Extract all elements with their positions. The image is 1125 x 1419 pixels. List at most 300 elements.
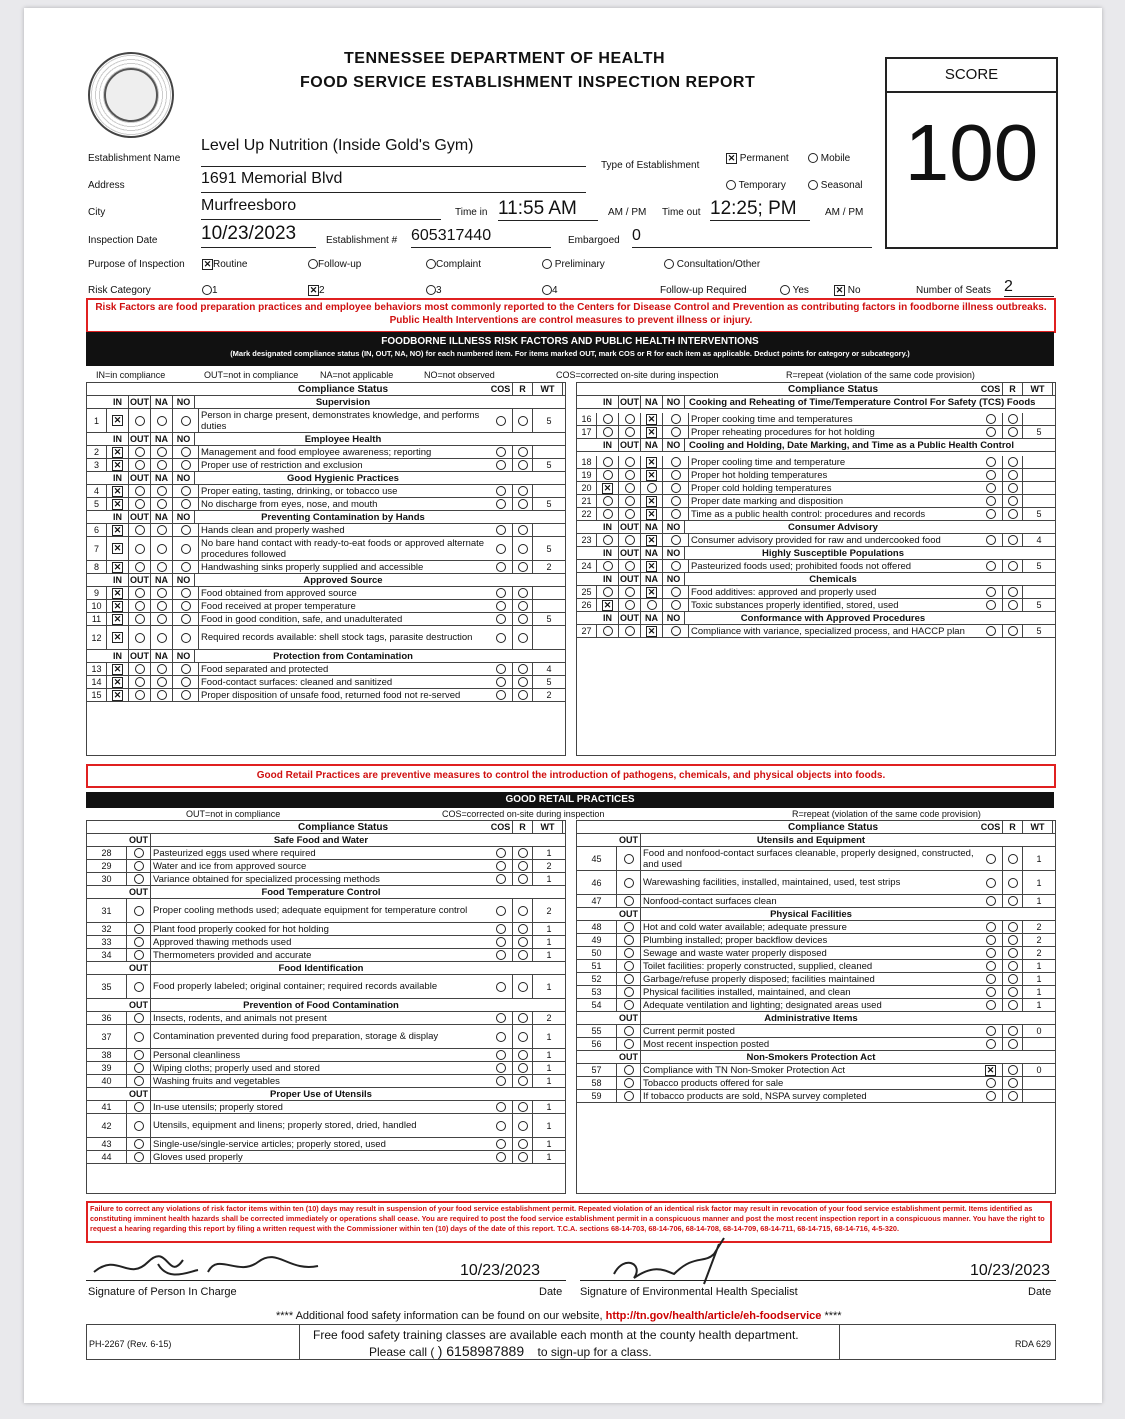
radio-circle-icon[interactable] (496, 924, 506, 934)
repeat-mark[interactable] (513, 1012, 533, 1024)
status-na[interactable] (641, 456, 663, 468)
status-no[interactable] (173, 485, 199, 497)
radio-circle-icon[interactable] (157, 486, 167, 496)
cos-mark[interactable] (489, 524, 513, 536)
status-in[interactable] (597, 413, 619, 425)
repeat-mark[interactable] (513, 1025, 533, 1048)
cos-mark[interactable] (979, 426, 1003, 438)
radio-circle-icon[interactable] (157, 447, 167, 457)
radio-circle-icon[interactable] (1008, 1039, 1018, 1049)
checked-box-icon[interactable]: ✕ (647, 469, 656, 480)
radio-circle-icon[interactable] (1008, 948, 1018, 958)
cos-mark[interactable] (489, 899, 513, 922)
cos-mark[interactable] (489, 949, 513, 961)
status-no[interactable] (173, 613, 199, 625)
radio-circle-icon[interactable] (986, 878, 996, 888)
status-no[interactable] (663, 560, 689, 572)
repeat-mark[interactable] (1003, 625, 1023, 637)
radio-circle-icon[interactable] (181, 486, 191, 496)
status-out[interactable] (129, 561, 151, 573)
cos-mark[interactable] (489, 1025, 513, 1048)
radio-circle-icon[interactable] (157, 614, 167, 624)
status-in[interactable] (597, 586, 619, 598)
radio-circle-icon[interactable] (625, 587, 635, 597)
cos-mark[interactable] (979, 534, 1003, 546)
checked-box-icon[interactable]: ✕ (113, 446, 122, 457)
radio-circle-icon[interactable] (1008, 509, 1018, 519)
radio-circle-icon[interactable] (986, 1039, 996, 1049)
status-in[interactable] (107, 587, 129, 599)
status-no[interactable] (173, 524, 199, 536)
radio-circle-icon[interactable] (1008, 561, 1018, 571)
radio-circle-icon[interactable] (157, 677, 167, 687)
radio-circle-icon[interactable] (518, 924, 528, 934)
status-out[interactable] (617, 847, 641, 870)
repeat-mark[interactable] (513, 459, 533, 471)
followup-no[interactable]: ✕ No (835, 285, 861, 297)
radio-circle-icon[interactable] (135, 416, 145, 426)
status-out[interactable] (127, 975, 151, 998)
cos-mark[interactable] (979, 456, 1003, 468)
radio-circle-icon[interactable] (1008, 878, 1018, 888)
cos-mark[interactable] (489, 689, 513, 701)
radio-circle-icon[interactable] (496, 633, 506, 643)
status-na[interactable] (641, 482, 663, 494)
checked-box-icon[interactable]: ✕ (113, 415, 122, 425)
status-in[interactable] (597, 482, 619, 494)
radio-circle-icon[interactable] (518, 486, 528, 496)
radio-circle-icon[interactable] (624, 1091, 634, 1101)
repeat-mark[interactable] (1003, 986, 1023, 998)
checked-box-icon[interactable]: ✕ (603, 599, 612, 610)
status-in[interactable] (107, 524, 129, 536)
status-no[interactable] (663, 413, 689, 425)
cos-mark[interactable] (489, 561, 513, 573)
repeat-mark[interactable] (1003, 495, 1023, 507)
radio-circle-icon[interactable] (518, 1139, 528, 1149)
radio-circle-icon[interactable] (157, 601, 167, 611)
repeat-mark[interactable] (1003, 960, 1023, 972)
status-out[interactable] (617, 960, 641, 972)
status-out[interactable] (127, 1138, 151, 1150)
status-no[interactable] (663, 508, 689, 520)
radio-circle-icon[interactable] (496, 499, 506, 509)
repeat-mark[interactable] (1003, 413, 1023, 425)
radio-circle-icon[interactable] (986, 457, 996, 467)
status-out[interactable] (129, 613, 151, 625)
radio-circle-icon[interactable] (181, 614, 191, 624)
cos-mark[interactable] (979, 847, 1003, 870)
repeat-mark[interactable] (513, 949, 533, 961)
radio-circle-icon[interactable] (624, 896, 634, 906)
radio-circle-icon[interactable] (986, 974, 996, 984)
status-na[interactable] (151, 498, 173, 510)
status-out[interactable] (619, 586, 641, 598)
radio-circle-icon[interactable] (986, 987, 996, 997)
checked-box-icon[interactable]: ✕ (647, 508, 656, 519)
status-out[interactable] (127, 1101, 151, 1113)
radio-circle-icon[interactable] (134, 982, 144, 992)
radio-circle-icon[interactable] (986, 496, 996, 506)
radio-circle-icon[interactable] (986, 483, 996, 493)
status-out[interactable] (127, 1114, 151, 1137)
repeat-mark[interactable] (1003, 1025, 1023, 1037)
repeat-mark[interactable] (1003, 1090, 1023, 1102)
radio-circle-icon[interactable] (181, 562, 191, 572)
status-no[interactable] (173, 498, 199, 510)
checked-box-icon[interactable]: ✕ (647, 625, 656, 636)
status-out[interactable] (127, 923, 151, 935)
radio-circle-icon[interactable] (496, 1076, 506, 1086)
status-no[interactable] (173, 600, 199, 612)
cos-mark[interactable] (979, 625, 1003, 637)
repeat-mark[interactable] (513, 485, 533, 497)
radio-circle-icon[interactable] (135, 525, 145, 535)
radio-circle-icon[interactable] (603, 457, 613, 467)
repeat-mark[interactable] (513, 689, 533, 701)
repeat-mark[interactable] (1003, 469, 1023, 481)
radio-circle-icon[interactable] (603, 509, 613, 519)
status-na[interactable] (151, 537, 173, 560)
radio-circle-icon[interactable] (181, 499, 191, 509)
status-na[interactable] (641, 625, 663, 637)
checked-box-icon[interactable]: ✕ (986, 1064, 995, 1075)
checked-box-icon[interactable]: ✕ (647, 413, 656, 424)
radio-circle-icon[interactable] (603, 587, 613, 597)
cos-mark[interactable] (489, 663, 513, 675)
status-na[interactable] (641, 586, 663, 598)
radio-circle-icon[interactable] (671, 587, 681, 597)
radio-circle-icon[interactable] (671, 483, 681, 493)
cos-mark[interactable] (489, 860, 513, 872)
checked-box-icon[interactable]: ✕ (603, 482, 612, 493)
radio-circle-icon[interactable] (624, 961, 634, 971)
radio-circle-icon[interactable] (181, 664, 191, 674)
status-out[interactable] (617, 871, 641, 894)
type-seasonal[interactable]: Seasonal (808, 180, 862, 191)
status-no[interactable] (663, 586, 689, 598)
radio-circle-icon[interactable] (134, 1032, 144, 1042)
radio-circle-icon[interactable] (518, 677, 528, 687)
radio-circle-icon[interactable] (157, 544, 167, 554)
repeat-mark[interactable] (513, 873, 533, 885)
radio-circle-icon[interactable] (1008, 535, 1018, 545)
status-out[interactable] (127, 1025, 151, 1048)
radio-circle-icon[interactable] (986, 896, 996, 906)
radio-circle-icon[interactable] (518, 906, 528, 916)
status-in[interactable] (597, 534, 619, 546)
radio-circle-icon[interactable] (134, 906, 144, 916)
status-no[interactable] (173, 626, 199, 649)
radio-circle-icon[interactable] (496, 937, 506, 947)
checked-box-icon[interactable]: ✕ (647, 534, 656, 545)
status-na[interactable] (151, 446, 173, 458)
status-no[interactable] (173, 689, 199, 701)
radio-circle-icon[interactable] (518, 525, 528, 535)
status-out[interactable] (617, 1090, 641, 1102)
status-no[interactable] (173, 663, 199, 675)
cos-mark[interactable] (489, 446, 513, 458)
radio-circle-icon[interactable] (647, 483, 657, 493)
cos-mark[interactable] (489, 873, 513, 885)
status-out[interactable] (619, 482, 641, 494)
status-out[interactable] (617, 947, 641, 959)
status-na[interactable] (641, 495, 663, 507)
status-na[interactable] (151, 524, 173, 536)
status-out[interactable] (127, 1075, 151, 1087)
radio-circle-icon[interactable] (624, 1078, 634, 1088)
status-out[interactable] (617, 921, 641, 933)
cos-mark[interactable] (489, 1075, 513, 1087)
radio-circle-icon[interactable] (518, 460, 528, 470)
checked-box-icon[interactable]: ✕ (113, 676, 122, 687)
radio-circle-icon[interactable] (518, 664, 528, 674)
cos-mark[interactable] (979, 1038, 1003, 1050)
radio-circle-icon[interactable] (496, 525, 506, 535)
cos-mark[interactable] (489, 1049, 513, 1061)
radio-circle-icon[interactable] (518, 1050, 528, 1060)
status-out[interactable] (619, 469, 641, 481)
repeat-mark[interactable] (513, 975, 533, 998)
status-in[interactable] (597, 508, 619, 520)
radio-circle-icon[interactable] (518, 499, 528, 509)
radio-circle-icon[interactable] (496, 601, 506, 611)
checked-box-icon[interactable]: ✕ (647, 495, 656, 506)
cos-mark[interactable] (979, 599, 1003, 611)
radio-circle-icon[interactable] (625, 626, 635, 636)
checked-box-icon[interactable]: ✕ (647, 426, 656, 437)
repeat-mark[interactable] (513, 613, 533, 625)
repeat-mark[interactable] (513, 1114, 533, 1137)
repeat-mark[interactable] (513, 860, 533, 872)
radio-circle-icon[interactable] (603, 626, 613, 636)
status-out[interactable] (129, 459, 151, 471)
radio-circle-icon[interactable] (496, 874, 506, 884)
status-na[interactable] (151, 409, 173, 432)
risk-2[interactable]: ✕ 2 (309, 285, 325, 297)
checked-box-icon[interactable]: ✕ (647, 456, 656, 467)
repeat-mark[interactable] (1003, 895, 1023, 907)
radio-circle-icon[interactable] (625, 414, 635, 424)
status-in[interactable] (107, 446, 129, 458)
status-na[interactable] (151, 613, 173, 625)
radio-circle-icon[interactable] (1008, 1000, 1018, 1010)
radio-circle-icon[interactable] (986, 1000, 996, 1010)
radio-circle-icon[interactable] (496, 664, 506, 674)
radio-circle-icon[interactable] (1008, 935, 1018, 945)
status-out[interactable] (619, 426, 641, 438)
radio-circle-icon[interactable] (135, 499, 145, 509)
radio-circle-icon[interactable] (624, 854, 634, 864)
cos-mark[interactable] (489, 587, 513, 599)
radio-circle-icon[interactable] (671, 509, 681, 519)
radio-circle-icon[interactable] (1008, 427, 1018, 437)
status-na[interactable] (641, 426, 663, 438)
radio-circle-icon[interactable] (518, 1102, 528, 1112)
radio-circle-icon[interactable] (135, 677, 145, 687)
radio-circle-icon[interactable] (671, 600, 681, 610)
radio-circle-icon[interactable] (181, 525, 191, 535)
radio-circle-icon[interactable] (986, 535, 996, 545)
repeat-mark[interactable] (1003, 934, 1023, 946)
radio-circle-icon[interactable] (625, 600, 635, 610)
cos-mark[interactable] (979, 495, 1003, 507)
repeat-mark[interactable] (1003, 871, 1023, 894)
radio-circle-icon[interactable] (157, 460, 167, 470)
status-in[interactable] (107, 626, 129, 649)
cos-mark[interactable] (489, 537, 513, 560)
cos-mark[interactable] (979, 871, 1003, 894)
repeat-mark[interactable] (1003, 508, 1023, 520)
radio-circle-icon[interactable] (157, 416, 167, 426)
status-out[interactable] (129, 663, 151, 675)
status-no[interactable] (663, 534, 689, 546)
radio-circle-icon[interactable] (134, 1076, 144, 1086)
repeat-mark[interactable] (513, 561, 533, 573)
radio-circle-icon[interactable] (624, 1039, 634, 1049)
repeat-mark[interactable] (1003, 1077, 1023, 1089)
checked-box-icon[interactable]: ✕ (113, 485, 122, 496)
radio-circle-icon[interactable] (625, 496, 635, 506)
status-out[interactable] (617, 1025, 641, 1037)
radio-circle-icon[interactable] (624, 987, 634, 997)
radio-circle-icon[interactable] (986, 854, 996, 864)
status-in[interactable] (597, 495, 619, 507)
radio-circle-icon[interactable] (496, 1139, 506, 1149)
radio-circle-icon[interactable] (496, 562, 506, 572)
cos-mark[interactable] (979, 934, 1003, 946)
status-out[interactable] (619, 625, 641, 637)
radio-circle-icon[interactable] (671, 457, 681, 467)
radio-circle-icon[interactable] (1008, 626, 1018, 636)
status-no[interactable] (663, 456, 689, 468)
status-in[interactable] (107, 537, 129, 560)
status-in[interactable] (107, 613, 129, 625)
checked-box-icon[interactable]: ✕ (113, 600, 122, 611)
radio-circle-icon[interactable] (134, 1102, 144, 1112)
status-na[interactable] (151, 663, 173, 675)
radio-circle-icon[interactable] (624, 922, 634, 932)
radio-circle-icon[interactable] (625, 457, 635, 467)
status-na[interactable] (641, 599, 663, 611)
radio-circle-icon[interactable] (1008, 1091, 1018, 1101)
status-out[interactable] (129, 587, 151, 599)
status-na[interactable] (151, 600, 173, 612)
status-no[interactable] (663, 625, 689, 637)
status-na[interactable] (641, 413, 663, 425)
radio-circle-icon[interactable] (157, 690, 167, 700)
radio-circle-icon[interactable] (181, 460, 191, 470)
radio-circle-icon[interactable] (135, 614, 145, 624)
repeat-mark[interactable] (1003, 456, 1023, 468)
radio-circle-icon[interactable] (518, 1013, 528, 1023)
status-in[interactable] (597, 426, 619, 438)
radio-circle-icon[interactable] (624, 1000, 634, 1010)
radio-circle-icon[interactable] (603, 535, 613, 545)
status-out[interactable] (129, 676, 151, 688)
radio-circle-icon[interactable] (518, 416, 528, 426)
radio-circle-icon[interactable] (986, 509, 996, 519)
cos-mark[interactable] (489, 626, 513, 649)
radio-circle-icon[interactable] (134, 1013, 144, 1023)
cos-mark[interactable] (979, 973, 1003, 985)
repeat-mark[interactable] (1003, 921, 1023, 933)
radio-circle-icon[interactable] (986, 427, 996, 437)
status-out[interactable] (129, 626, 151, 649)
radio-circle-icon[interactable] (518, 614, 528, 624)
cos-mark[interactable] (489, 975, 513, 998)
status-na[interactable] (641, 560, 663, 572)
cos-mark[interactable] (979, 921, 1003, 933)
eh-foodservice-link[interactable]: http://tn.gov/health/article/eh-foodservice (605, 1310, 822, 1322)
status-na[interactable] (641, 508, 663, 520)
status-no[interactable] (663, 599, 689, 611)
repeat-mark[interactable] (1003, 847, 1023, 870)
status-out[interactable] (617, 1038, 641, 1050)
status-out[interactable] (129, 485, 151, 497)
type-temporary[interactable]: Temporary (726, 180, 786, 191)
radio-circle-icon[interactable] (135, 664, 145, 674)
radio-circle-icon[interactable] (1008, 961, 1018, 971)
repeat-mark[interactable] (1003, 586, 1023, 598)
radio-circle-icon[interactable] (496, 544, 506, 554)
radio-circle-icon[interactable] (624, 1026, 634, 1036)
repeat-mark[interactable] (1003, 947, 1023, 959)
radio-circle-icon[interactable] (603, 496, 613, 506)
checked-box-icon[interactable]: ✕ (113, 561, 122, 572)
status-out[interactable] (127, 936, 151, 948)
repeat-mark[interactable] (513, 498, 533, 510)
repeat-mark[interactable] (1003, 599, 1023, 611)
radio-circle-icon[interactable] (134, 1063, 144, 1073)
repeat-mark[interactable] (1003, 560, 1023, 572)
checked-box-icon[interactable]: ✕ (113, 524, 122, 535)
radio-circle-icon[interactable] (986, 587, 996, 597)
repeat-mark[interactable] (513, 899, 533, 922)
checked-box-icon[interactable]: ✕ (113, 587, 122, 598)
repeat-mark[interactable] (513, 936, 533, 948)
status-na[interactable] (151, 676, 173, 688)
cos-mark[interactable] (979, 947, 1003, 959)
radio-circle-icon[interactable] (134, 874, 144, 884)
radio-circle-icon[interactable] (134, 861, 144, 871)
repeat-mark[interactable] (1003, 482, 1023, 494)
radio-circle-icon[interactable] (496, 677, 506, 687)
status-no[interactable] (663, 482, 689, 494)
cos-mark[interactable] (489, 1101, 513, 1113)
radio-circle-icon[interactable] (625, 561, 635, 571)
radio-circle-icon[interactable] (1008, 587, 1018, 597)
status-no[interactable] (173, 409, 199, 432)
cos-mark[interactable] (979, 586, 1003, 598)
status-out[interactable] (129, 537, 151, 560)
status-out[interactable] (617, 934, 641, 946)
radio-circle-icon[interactable] (671, 414, 681, 424)
radio-circle-icon[interactable] (671, 470, 681, 480)
status-out[interactable] (129, 446, 151, 458)
status-no[interactable] (663, 469, 689, 481)
status-out[interactable] (617, 1064, 641, 1076)
purpose-preliminary[interactable]: Preliminary (542, 259, 605, 270)
cos-mark[interactable] (489, 485, 513, 497)
repeat-mark[interactable] (513, 1062, 533, 1074)
radio-circle-icon[interactable] (625, 483, 635, 493)
type-permanent[interactable]: ✕ Permanent (727, 153, 789, 165)
status-out[interactable] (127, 847, 151, 859)
status-no[interactable] (173, 561, 199, 573)
status-out[interactable] (619, 508, 641, 520)
status-out[interactable] (129, 524, 151, 536)
